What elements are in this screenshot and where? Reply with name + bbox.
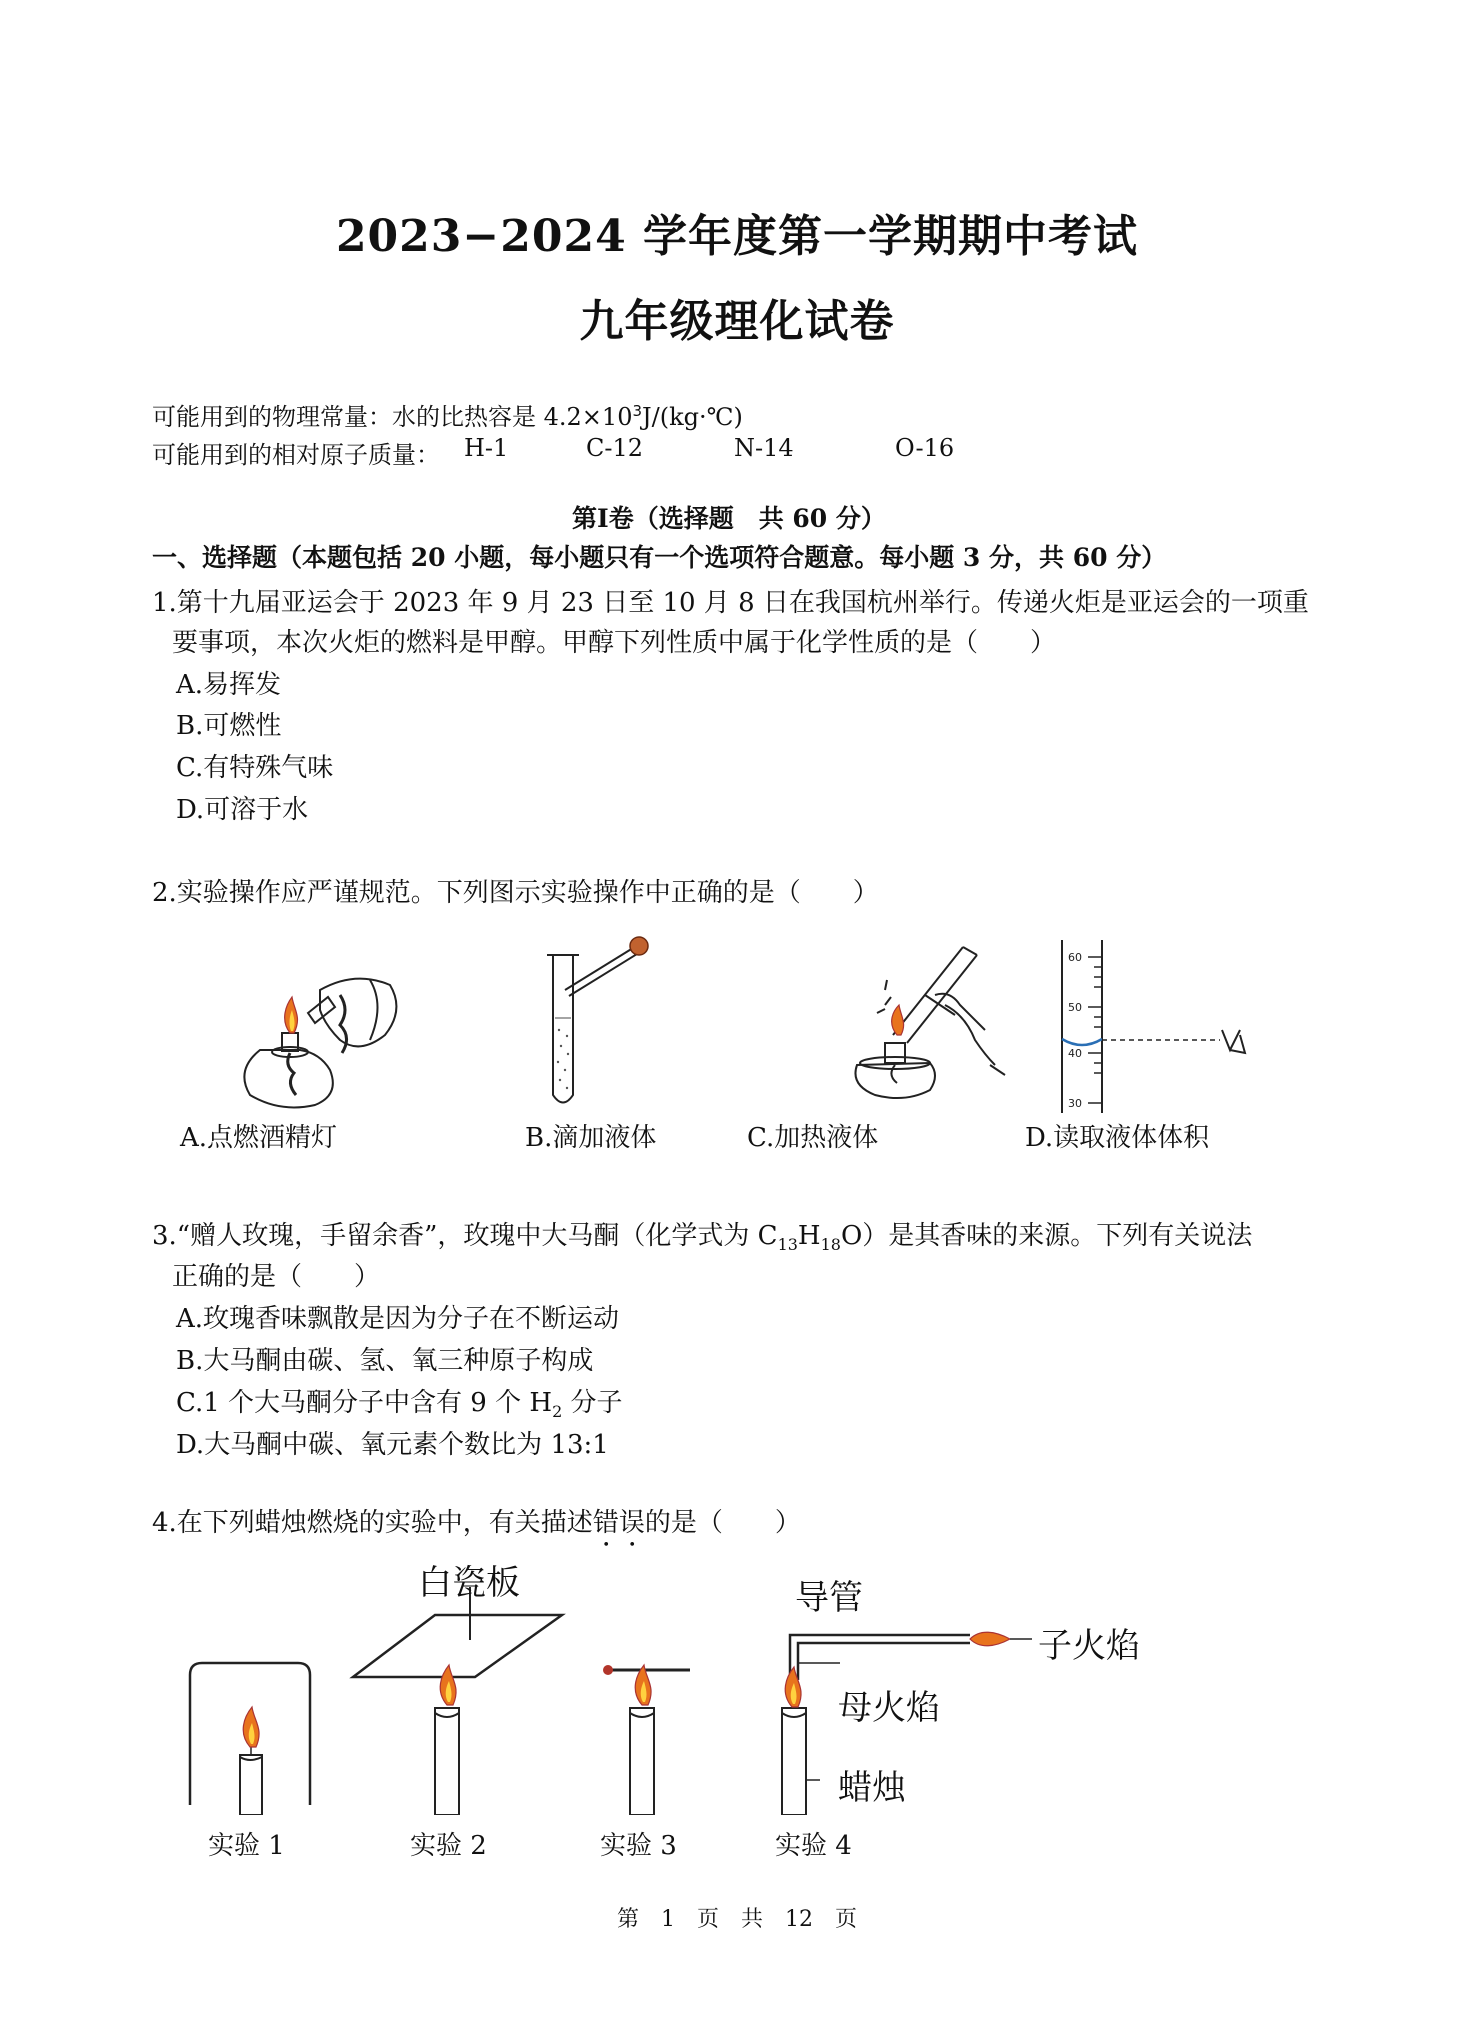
q4-caption-4: 实验 4 [775, 1831, 852, 1861]
q1-option-b: B.可燃性 [176, 711, 282, 741]
atomic-o: O-16 [895, 434, 955, 462]
q4-caption-2: 实验 2 [410, 1831, 487, 1861]
q2-caption-d: D.读取液体体积 [1025, 1123, 1210, 1153]
label-white-plate: 白瓷板 [418, 1563, 520, 1603]
q2-stem: 2.实验操作应严谨规范。下列图示实验操作中正确的是（ ） [152, 878, 879, 908]
q4-emphasis: 错误 [592, 1508, 645, 1538]
atomic-n: N-14 [734, 434, 794, 462]
label-tube: 导管 [795, 1578, 863, 1618]
figure-q2-d [1040, 935, 1260, 1115]
flame-icon [892, 1005, 904, 1035]
volume-heading: 第Ⅰ卷（选择题 共 60 分） [572, 504, 886, 533]
figure-q2-b [525, 930, 665, 1115]
experiment-3 [603, 1665, 690, 1815]
q4-stem: 4.在下列蜡烛燃烧的实验中，有关描述错误的是（ ） [152, 1508, 801, 1538]
page-footer: 第 1 页 共 12 页 [617, 1907, 857, 1932]
cylinder-tick-30: 30 [1068, 1097, 1082, 1110]
q2-caption-c: C.加热液体 [747, 1123, 879, 1153]
experiment-1 [190, 1663, 310, 1815]
q3-option-b: B.大马酮由碳、氢、氧三种原子构成 [176, 1346, 594, 1376]
q3-option-c: C.1 个大马酮分子中含有 9 个 $H_2$ 分子 [176, 1388, 623, 1422]
q4-caption-1: 实验 1 [208, 1831, 285, 1861]
label-child-flame: 子火焰 [1038, 1626, 1140, 1666]
cylinder-tick-60: 60 [1068, 951, 1082, 964]
figure-q2-c [835, 935, 1015, 1115]
figure-q2-a [220, 955, 410, 1120]
figure-q4 [170, 1545, 1170, 1815]
exam-title: 2023−2024 学年度第一学期期中考试 [335, 211, 1139, 262]
atomic-mass-line: 可能用到的相对原子质量： [152, 441, 440, 469]
exam-subtitle: 九年级理化试卷 [579, 296, 895, 347]
q3-option-d: D.大马酮中碳、氧元素个数比为 13:1 [176, 1430, 609, 1460]
q1-option-d: D.可溶于水 [176, 795, 309, 825]
cylinder-tick-40: 40 [1068, 1047, 1082, 1060]
label-candle: 蜡烛 [838, 1768, 906, 1808]
atomic-c: C-12 [586, 434, 644, 462]
experiment-2 [353, 1587, 562, 1815]
q3-stem-2: 正确的是（ ） [172, 1262, 381, 1292]
q2-caption-b: B.滴加液体 [525, 1123, 657, 1153]
q1-option-a: A.易挥发 [176, 670, 282, 700]
section-heading: 一、选择题（本题包括 20 小题，每小题只有一个选项符合题意。每小题 3 分，共 60 分） [152, 543, 1167, 572]
cylinder-tick-50: 50 [1068, 1001, 1082, 1014]
q1-option-c: C.有特殊气味 [176, 753, 334, 783]
q4-caption-3: 实验 3 [600, 1831, 677, 1861]
q1-stem-2: 要事项，本次火炬的燃料是甲醇。甲醇下列性质中属于化学性质的是（ ） [172, 628, 1057, 658]
q2-caption-a: A.点燃酒精灯 [180, 1123, 338, 1153]
atomic-h: H-1 [464, 434, 509, 462]
physics-constant: 可能用到的物理常量：水的比热容是 $4.2\times 10^3J/(kg\cdot℃)$ [152, 402, 743, 431]
q3-stem-1: 3.“赠人玫瑰，手留余香”，玫瑰中大马酮（化学式为 $C_{13}H_{18}O$）是其香味的来源。下列有关说法 [152, 1221, 1253, 1255]
q1-stem-1: 1.第十九届亚运会于 2023 年 9 月 23 日至 10 月 8 日在我国杭州举行。传递火炬是亚运会的一项重 [152, 588, 1309, 618]
label-mother-flame: 母火焰 [838, 1688, 940, 1728]
q3-option-a: A.玫瑰香味飘散是因为分子在不断运动 [176, 1304, 620, 1334]
